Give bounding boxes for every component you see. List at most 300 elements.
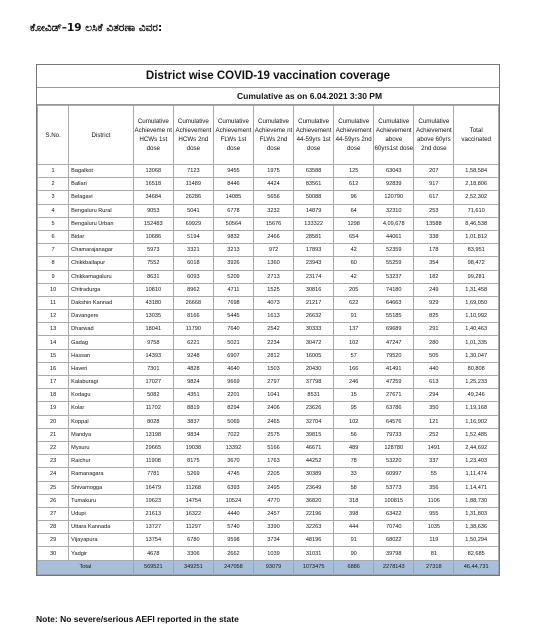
value-cell: 612 xyxy=(334,178,374,191)
value-cell: 4711 xyxy=(213,283,253,296)
value-cell: 83,951 xyxy=(454,244,499,257)
value-cell: 11702 xyxy=(133,402,173,415)
value-cell: 33 xyxy=(334,468,374,481)
district-cell: Kolar xyxy=(69,402,134,415)
value-cell: 34684 xyxy=(133,191,173,204)
value-cell: 7301 xyxy=(133,362,173,375)
value-cell: 7552 xyxy=(133,257,173,270)
value-cell: 13198 xyxy=(133,428,173,441)
serial-number-cell: 12 xyxy=(38,310,69,323)
value-cell: 294 xyxy=(414,389,454,402)
value-cell: 2812 xyxy=(253,349,293,362)
total-row xyxy=(38,560,499,574)
value-cell: 2662 xyxy=(213,547,253,560)
value-cell: 1,01,335 xyxy=(454,336,499,349)
value-cell: 1613 xyxy=(253,310,293,323)
value-cell: 42 xyxy=(334,270,374,283)
value-cell: 13588 xyxy=(414,217,454,230)
value-cell: 11489 xyxy=(173,178,213,191)
value-cell: 23174 xyxy=(294,270,334,283)
table-row xyxy=(38,362,499,375)
table-row xyxy=(38,468,499,481)
value-cell: 1,50,294 xyxy=(454,534,499,547)
value-cell: 57 xyxy=(334,349,374,362)
value-cell: 60 xyxy=(334,257,374,270)
district-cell: Mandya xyxy=(69,428,134,441)
district-cell: Kalaburagi xyxy=(69,376,134,389)
value-cell: 4745 xyxy=(213,468,253,481)
value-cell: 3390 xyxy=(253,521,293,534)
value-cell: 102 xyxy=(334,336,374,349)
value-cell: 23649 xyxy=(294,481,334,494)
value-cell: 63588 xyxy=(294,165,334,178)
value-cell: 1,16,902 xyxy=(454,415,499,428)
value-cell: 825 xyxy=(414,310,454,323)
value-cell: 13754 xyxy=(133,534,173,547)
table-row xyxy=(38,494,499,507)
serial-number-cell: 27 xyxy=(38,507,69,520)
value-cell: 80,808 xyxy=(454,362,499,375)
value-cell: 1763 xyxy=(253,455,293,468)
value-cell: 1975 xyxy=(253,165,293,178)
district-cell: Kodagu xyxy=(69,389,134,402)
table-row xyxy=(38,230,499,243)
value-cell: 2,18,806 xyxy=(454,178,499,191)
value-cell: 23626 xyxy=(294,402,334,415)
table-row xyxy=(38,389,499,402)
value-cell: 6778 xyxy=(213,204,253,217)
serial-number-cell: 21 xyxy=(38,428,69,441)
value-cell: 11297 xyxy=(173,521,213,534)
value-cell: 13392 xyxy=(213,441,253,454)
value-cell: 70740 xyxy=(374,521,414,534)
value-cell: 1039 xyxy=(253,547,293,560)
value-cell: 972 xyxy=(253,244,293,257)
value-cell: 32704 xyxy=(294,415,334,428)
page-header: ಕೋವಿಡ್–19 ಲಸಿಕೆ ವಿತರಣಾ ವಿವರ: xyxy=(30,22,163,34)
value-cell: 3213 xyxy=(213,244,253,257)
value-cell: 5082 xyxy=(133,389,173,402)
value-cell: 22196 xyxy=(294,507,334,520)
table-row xyxy=(38,217,499,230)
value-cell: 98,472 xyxy=(454,257,499,270)
value-cell: 1,25,233 xyxy=(454,376,499,389)
value-cell: 1,30,047 xyxy=(454,349,499,362)
table-row xyxy=(38,244,499,257)
value-cell: 8446 xyxy=(213,178,253,191)
district-cell: Dakshin Kannad xyxy=(69,296,134,309)
serial-number-cell: 6 xyxy=(38,230,69,243)
value-cell: 30389 xyxy=(294,468,334,481)
value-cell: 99,281 xyxy=(454,270,499,283)
value-cell: 917 xyxy=(414,178,454,191)
serial-number-cell: 8 xyxy=(38,257,69,270)
serial-number-cell: 19 xyxy=(38,402,69,415)
value-cell: 13068 xyxy=(133,165,173,178)
value-cell: 1,38,636 xyxy=(454,521,499,534)
value-cell: 7640 xyxy=(213,323,253,336)
column-header: Total vaccinated xyxy=(454,106,499,165)
column-header: Cumulative Achievement HCWs 2nd dose xyxy=(173,106,213,165)
serial-number-cell: 2 xyxy=(38,178,69,191)
serial-number-cell: 20 xyxy=(38,415,69,428)
value-cell: 1,11,474 xyxy=(454,468,499,481)
value-cell: 4828 xyxy=(173,362,213,375)
value-cell: 8531 xyxy=(294,389,334,402)
value-cell: 6221 xyxy=(173,336,213,349)
value-cell: 8294 xyxy=(213,402,253,415)
value-cell: 4,09,678 xyxy=(374,217,414,230)
table-footer xyxy=(38,560,499,574)
value-cell: 14879 xyxy=(294,204,334,217)
value-cell: 2713 xyxy=(253,270,293,283)
column-header: Cumulative Achieveme nt HCWs 1st dose xyxy=(133,106,173,165)
value-cell: 2201 xyxy=(213,389,253,402)
value-cell: 1,58,584 xyxy=(454,165,499,178)
district-cell: Dharwad xyxy=(69,323,134,336)
value-cell: 58 xyxy=(334,481,374,494)
value-cell: 356 xyxy=(414,481,454,494)
total-value-cell: 247058 xyxy=(213,560,253,574)
value-cell: 955 xyxy=(414,507,454,520)
value-cell: 291 xyxy=(414,323,454,336)
value-cell: 1298 xyxy=(334,217,374,230)
value-cell: 21217 xyxy=(294,296,334,309)
table-row xyxy=(38,336,499,349)
value-cell: 119 xyxy=(414,534,454,547)
value-cell: 11790 xyxy=(173,323,213,336)
value-cell: 23943 xyxy=(294,257,334,270)
value-cell: 5740 xyxy=(213,521,253,534)
value-cell: 5445 xyxy=(213,310,253,323)
value-cell: 14393 xyxy=(133,349,173,362)
value-cell: 31031 xyxy=(294,547,334,560)
serial-number-cell: 18 xyxy=(38,389,69,402)
vaccination-report-sheet xyxy=(36,64,500,576)
district-cell: Raichur xyxy=(69,455,134,468)
district-cell: Chikkamagaluru xyxy=(69,270,134,283)
table-row xyxy=(38,296,499,309)
value-cell: 3837 xyxy=(173,415,213,428)
serial-number-cell: 16 xyxy=(38,362,69,375)
value-cell: 617 xyxy=(414,191,454,204)
value-cell: 1,14,471 xyxy=(454,481,499,494)
value-cell: 152483 xyxy=(133,217,173,230)
value-cell: 5166 xyxy=(253,441,293,454)
column-header: District xyxy=(69,106,134,165)
value-cell: 26668 xyxy=(173,296,213,309)
value-cell: 654 xyxy=(334,230,374,243)
value-cell: 398 xyxy=(334,507,374,520)
value-cell: 30333 xyxy=(294,323,334,336)
serial-number-cell: 4 xyxy=(38,204,69,217)
serial-number-cell: 28 xyxy=(38,521,69,534)
table-row xyxy=(38,310,499,323)
district-cell: Ramanagara xyxy=(69,468,134,481)
value-cell: 69689 xyxy=(374,323,414,336)
value-cell: 20430 xyxy=(294,362,334,375)
value-cell: 32263 xyxy=(294,521,334,534)
value-cell: 16479 xyxy=(133,481,173,494)
value-cell: 2457 xyxy=(253,507,293,520)
serial-number-cell: 9 xyxy=(38,270,69,283)
value-cell: 55 xyxy=(414,468,454,481)
district-cell: Belagavi xyxy=(69,191,134,204)
district-cell: Mysuru xyxy=(69,441,134,454)
report-subtitle-row xyxy=(37,88,499,105)
serial-number-cell: 5 xyxy=(38,217,69,230)
value-cell: 2495 xyxy=(253,481,293,494)
value-cell: 4678 xyxy=(133,547,173,560)
district-cell: Bengaluru Rural xyxy=(69,204,134,217)
value-cell: 79733 xyxy=(374,428,414,441)
value-cell: 9758 xyxy=(133,336,173,349)
table-row xyxy=(38,376,499,389)
value-cell: 50088 xyxy=(294,191,334,204)
value-cell: 133322 xyxy=(294,217,334,230)
value-cell: 47247 xyxy=(374,336,414,349)
value-cell: 55185 xyxy=(374,310,414,323)
serial-number-cell: 1 xyxy=(38,165,69,178)
value-cell: 42 xyxy=(334,244,374,257)
value-cell: 91 xyxy=(334,534,374,547)
value-cell: 5973 xyxy=(133,244,173,257)
serial-number-cell: 3 xyxy=(38,191,69,204)
value-cell: 1,88,730 xyxy=(454,494,499,507)
value-cell: 16518 xyxy=(133,178,173,191)
district-cell: Davangere xyxy=(69,310,134,323)
value-cell: 120790 xyxy=(374,191,414,204)
district-cell: Chamarajanagar xyxy=(69,244,134,257)
value-cell: 21613 xyxy=(133,507,173,520)
aefi-note: Note: No severe/serious AEFI reported in the state xyxy=(36,614,239,624)
value-cell: 207 xyxy=(414,165,454,178)
column-header: Cumulative Achievement 44-59yrs 1st dose xyxy=(294,106,334,165)
value-cell: 178 xyxy=(414,244,454,257)
total-value-cell: 93079 xyxy=(253,560,293,574)
value-cell: 489 xyxy=(334,441,374,454)
district-cell: Chitradurga xyxy=(69,283,134,296)
value-cell: 8631 xyxy=(133,270,173,283)
table-row xyxy=(38,507,499,520)
serial-number-cell: 22 xyxy=(38,441,69,454)
value-cell: 95 xyxy=(334,402,374,415)
district-cell: Bidar xyxy=(69,230,134,243)
value-cell: 166 xyxy=(334,362,374,375)
value-cell: 10524 xyxy=(213,494,253,507)
value-cell: 5209 xyxy=(213,270,253,283)
value-cell: 1,19,168 xyxy=(454,402,499,415)
total-label-cell: Total xyxy=(38,560,134,574)
value-cell: 1360 xyxy=(253,257,293,270)
district-cell: Yadgir xyxy=(69,547,134,560)
value-cell: 444 xyxy=(334,521,374,534)
district-cell: Gadag xyxy=(69,336,134,349)
value-cell: 8962 xyxy=(173,283,213,296)
value-cell: 53237 xyxy=(374,270,414,283)
value-cell: 46671 xyxy=(294,441,334,454)
district-cell: Tumakuru xyxy=(69,494,134,507)
value-cell: 69929 xyxy=(173,217,213,230)
vaccination-table xyxy=(37,105,499,575)
value-cell: 11268 xyxy=(173,481,213,494)
header-row xyxy=(38,106,499,165)
value-cell: 1106 xyxy=(414,494,454,507)
total-value-cell: 2278143 xyxy=(374,560,414,574)
value-cell: 13727 xyxy=(133,521,173,534)
table-row xyxy=(38,402,499,415)
value-cell: 5041 xyxy=(173,204,213,217)
value-cell: 49,246 xyxy=(454,389,499,402)
value-cell: 5194 xyxy=(173,230,213,243)
value-cell: 2,52,302 xyxy=(454,191,499,204)
value-cell: 8028 xyxy=(133,415,173,428)
value-cell: 128780 xyxy=(374,441,414,454)
serial-number-cell: 29 xyxy=(38,534,69,547)
value-cell: 78 xyxy=(334,455,374,468)
value-cell: 27671 xyxy=(374,389,414,402)
value-cell: 440 xyxy=(414,362,454,375)
value-cell: 9669 xyxy=(213,376,253,389)
value-cell: 4770 xyxy=(253,494,293,507)
value-cell: 125 xyxy=(334,165,374,178)
serial-number-cell: 17 xyxy=(38,376,69,389)
value-cell: 1,31,458 xyxy=(454,283,499,296)
table-row xyxy=(38,441,499,454)
value-cell: 9834 xyxy=(173,428,213,441)
value-cell: 505 xyxy=(414,349,454,362)
value-cell: 3321 xyxy=(173,244,213,257)
value-cell: 929 xyxy=(414,296,454,309)
value-cell: 2406 xyxy=(253,402,293,415)
value-cell: 32310 xyxy=(374,204,414,217)
value-cell: 7698 xyxy=(213,296,253,309)
table-header xyxy=(38,106,499,165)
value-cell: 7781 xyxy=(133,468,173,481)
district-cell: Bagalkot xyxy=(69,165,134,178)
value-cell: 6393 xyxy=(213,481,253,494)
value-cell: 41491 xyxy=(374,362,414,375)
value-cell: 622 xyxy=(334,296,374,309)
value-cell: 63786 xyxy=(374,402,414,415)
value-cell: 92839 xyxy=(374,178,414,191)
column-header: S.No. xyxy=(38,106,69,165)
value-cell: 3306 xyxy=(173,547,213,560)
value-cell: 1,10,992 xyxy=(454,310,499,323)
district-cell: Ballari xyxy=(69,178,134,191)
value-cell: 1,01,812 xyxy=(454,230,499,243)
value-cell: 68022 xyxy=(374,534,414,547)
value-cell: 64663 xyxy=(374,296,414,309)
serial-number-cell: 14 xyxy=(38,336,69,349)
value-cell: 338 xyxy=(414,230,454,243)
value-cell: 9053 xyxy=(133,204,173,217)
value-cell: 3232 xyxy=(253,204,293,217)
value-cell: 19623 xyxy=(133,494,173,507)
value-cell: 30816 xyxy=(294,283,334,296)
value-cell: 1,52,485 xyxy=(454,428,499,441)
value-cell: 79520 xyxy=(374,349,414,362)
district-cell: Bengaluru Urban xyxy=(69,217,134,230)
total-value-cell: 569521 xyxy=(133,560,173,574)
value-cell: 1,40,463 xyxy=(454,323,499,336)
value-cell: 91 xyxy=(334,310,374,323)
value-cell: 29665 xyxy=(133,441,173,454)
column-header: Cumulative Achievement FLWs 1st dose xyxy=(213,106,253,165)
value-cell: 64576 xyxy=(374,415,414,428)
value-cell: 1,23,403 xyxy=(454,455,499,468)
value-cell: 18041 xyxy=(133,323,173,336)
value-cell: 6780 xyxy=(173,534,213,547)
value-cell: 2465 xyxy=(253,415,293,428)
value-cell: 15676 xyxy=(253,217,293,230)
district-cell: Vijayapura xyxy=(69,534,134,547)
table-row xyxy=(38,521,499,534)
table-body xyxy=(38,165,499,561)
value-cell: 60997 xyxy=(374,468,414,481)
value-cell: 16322 xyxy=(173,507,213,520)
district-cell: Haveri xyxy=(69,362,134,375)
table-row xyxy=(38,191,499,204)
value-cell: 2575 xyxy=(253,428,293,441)
column-header: Cumulative Achieveme nt FLWs 2nd dose xyxy=(253,106,293,165)
value-cell: 30472 xyxy=(294,336,334,349)
value-cell: 6907 xyxy=(213,349,253,362)
value-cell: 53220 xyxy=(374,455,414,468)
value-cell: 9832 xyxy=(213,230,253,243)
value-cell: 9248 xyxy=(173,349,213,362)
serial-number-cell: 25 xyxy=(38,481,69,494)
serial-number-cell: 10 xyxy=(38,283,69,296)
value-cell: 90 xyxy=(334,547,374,560)
value-cell: 337 xyxy=(414,455,454,468)
value-cell: 2542 xyxy=(253,323,293,336)
table-row xyxy=(38,547,499,560)
value-cell: 2797 xyxy=(253,376,293,389)
district-cell: Shivamogga xyxy=(69,481,134,494)
value-cell: 3926 xyxy=(213,257,253,270)
value-cell: 13035 xyxy=(133,310,173,323)
total-value-cell: 349251 xyxy=(173,560,213,574)
district-cell: Hassan xyxy=(69,349,134,362)
value-cell: 205 xyxy=(334,283,374,296)
serial-number-cell: 15 xyxy=(38,349,69,362)
table-row xyxy=(38,455,499,468)
value-cell: 246 xyxy=(334,376,374,389)
value-cell: 26286 xyxy=(173,191,213,204)
value-cell: 354 xyxy=(414,257,454,270)
value-cell: 26632 xyxy=(294,310,334,323)
value-cell: 52359 xyxy=(374,244,414,257)
value-cell: 1,69,050 xyxy=(454,296,499,309)
table-row xyxy=(38,283,499,296)
table-row xyxy=(38,257,499,270)
value-cell: 2,44,692 xyxy=(454,441,499,454)
value-cell: 1525 xyxy=(253,283,293,296)
value-cell: 4351 xyxy=(173,389,213,402)
value-cell: 50564 xyxy=(213,217,253,230)
value-cell: 5069 xyxy=(213,415,253,428)
value-cell: 4640 xyxy=(213,362,253,375)
total-value-cell: 6886 xyxy=(334,560,374,574)
value-cell: 96 xyxy=(334,191,374,204)
value-cell: 121 xyxy=(414,415,454,428)
column-header: Cumulative Achievement 44-59yrs 2nd dose xyxy=(334,106,374,165)
value-cell: 8819 xyxy=(173,402,213,415)
value-cell: 9455 xyxy=(213,165,253,178)
value-cell: 3734 xyxy=(253,534,293,547)
serial-number-cell: 26 xyxy=(38,494,69,507)
